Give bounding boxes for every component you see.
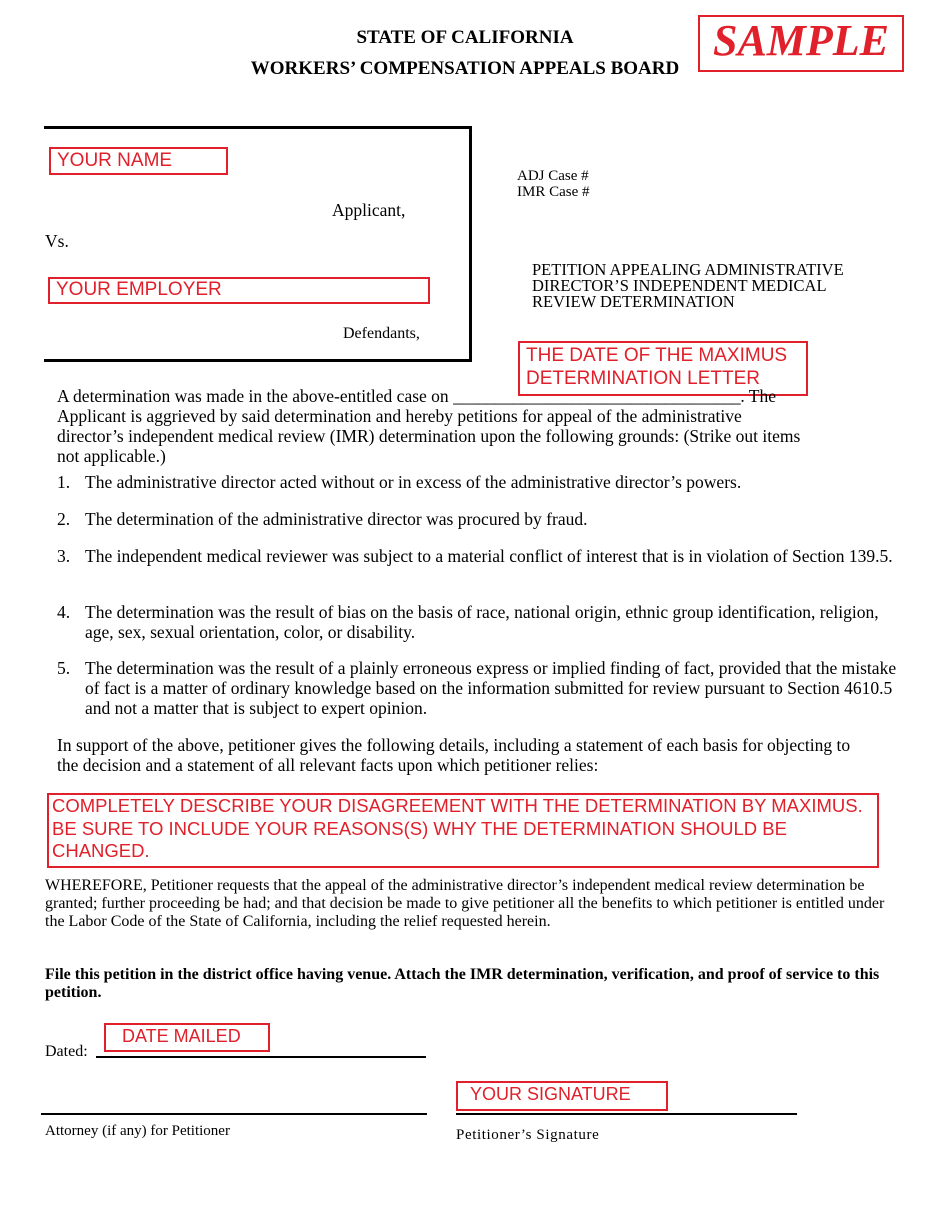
ground-item[interactable] [57,658,897,718]
ground-item[interactable] [57,602,897,642]
ground-number: 5. [57,658,71,678]
ground-text: The independent medical reviewer was subject to a material conflict of interest that is in violation of Section 139.5. [85,546,893,566]
attorney-label: Attorney (if any) for Petitioner [45,1123,230,1139]
determination-date-hint: THE DATE OF THE MAXIMUS [526,345,788,366]
dated-line [96,1056,426,1058]
sample-stamp [698,15,904,72]
applicant-name-field[interactable]: YOUR NAME [49,147,228,175]
petitioner-signature-label: Petitioner’s Signature [456,1127,600,1143]
your-signature-field[interactable]: YOUR SIGNATURE [456,1081,668,1111]
ground-text: The administrative director acted without or in excess of the administrative director’s powers. [85,472,742,492]
ground-item[interactable] [57,472,897,492]
board-heading: WORKERS’ COMPENSATION APPEALS BOARD [250,58,680,79]
disagreement-description-field[interactable]: COMPLETELY DESCRIBE YOUR DISAGREEMENT WITH THE DETERMINATION BY MAXIMUS. BE SURE TO INCLUDE YOUR REASONS(S) WHY THE DETERMINATION SHOULD BE CHANGED. [47,793,879,868]
petition-title-line: PETITION APPEALING ADMINISTRATIVE [532,260,844,279]
dated-label: Dated: [45,1043,88,1060]
petition-title-line: DIRECTOR’S INDEPENDENT MEDICAL [532,276,827,295]
applicant-label: Applicant, [332,200,406,220]
wherefore-paragraph: WHEREFORE, Petitioner requests that the appeal of the administrative director’s independent medical review determination be granted; further proceeding be had; and that decision be made to give petitioner all the benefits to which petitioner is entitled under the Labor Code of the State of California, including the relief requested herein. [45,877,885,930]
ground-text: The determination was the result of bias on the basis of race, national origin, ethnic group identification, religion, age, sex, sexual orientation, color, or disability. [85,602,879,642]
determination-date-hint: DETERMINATION LETTER [526,368,760,389]
imr-case-number: IMR Case # [517,184,590,200]
intro-date-blank: __________________________________ [453,386,741,406]
ground-number: 1. [57,472,71,492]
state-heading: STATE OF CALIFORNIA [356,27,574,48]
ground-text: The determination of the administrative director was procured by fraud. [85,509,588,529]
petition-title-line: REVIEW DETERMINATION [532,292,735,311]
intro-line: not applicable.) [57,446,166,466]
ground-item[interactable] [57,509,897,529]
ground-number: 4. [57,602,71,622]
vs-label: Vs. [45,231,69,251]
determination-intro [57,386,917,466]
ground-text: The determination was the result of a plainly erroneous express or implied finding of fact, provided that the mistake of fact is a matter of ordinary knowledge based on the information submitted for review pursuant to Section 4610.5 and not a matter that is subject to expert opinion. [85,658,897,718]
adj-case-number: ADJ Case # [517,168,589,184]
petitioner-signature-line [456,1113,797,1115]
date-mailed-field[interactable]: DATE MAILED [104,1023,270,1052]
ground-item[interactable] [57,546,897,566]
defendant-label: Defendants, [343,325,420,342]
intro-text-end: . The [740,386,777,406]
sample-stamp-text: SAMPLE [712,16,890,65]
intro-line: Applicant is aggrieved by said determination and hereby petitions for appeal of the administrative [57,406,742,426]
attorney-signature-line [41,1113,427,1115]
ground-number: 2. [57,509,71,529]
intro-line: director’s independent medical review (IMR) determination upon the following grounds: (Strike out items [57,426,801,446]
filing-instructions: File this petition in the district office having venue. Attach the IMR determination, verification, and proof of service to this petition. [45,966,880,1001]
defendant-name-field[interactable]: YOUR EMPLOYER [48,277,430,304]
ground-number: 3. [57,546,71,566]
support-paragraph: In support of the above, petitioner gives the following details, including a statement of each basis for objecting to the decision and a statement of all relevant facts upon which petitioner relies: [57,735,851,775]
intro-text: A determination was made in the above-entitled case on [57,386,449,406]
intro-line [57,386,917,406]
petition-title [532,262,844,310]
